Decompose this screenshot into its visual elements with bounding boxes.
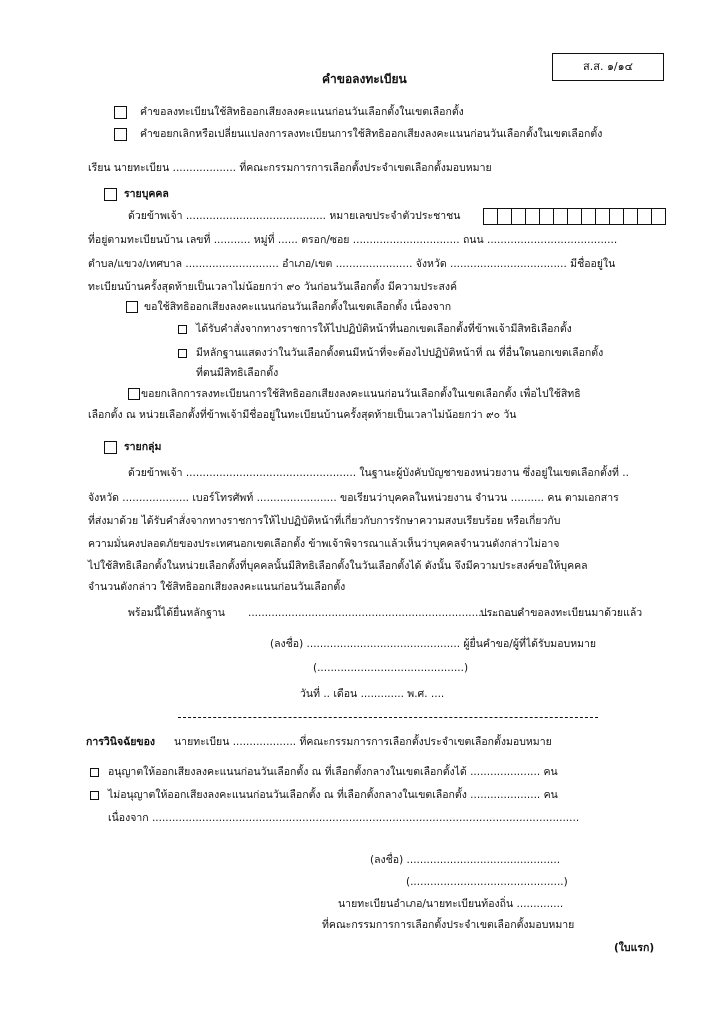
option-register-label: คำขอลงทะเบียนใช้สิทธิออกเสียงลงคะแนนก่อนวันเลือกตั้งในเขตเลือกตั้ง bbox=[140, 106, 464, 118]
individual-checkbox[interactable] bbox=[104, 188, 117, 201]
applicant-date-line: วันที่ .. เดือน ............. พ.ศ. .... bbox=[300, 688, 445, 700]
cancel-registration-checkbox[interactable] bbox=[128, 388, 140, 400]
use-right-label: ขอใช้สิทธิออกเสียงลงคะแนนก่อนวันเลือกตั้งในเขตเลือกตั้ง เนื่องจาก bbox=[144, 301, 452, 313]
deny-reason-line: เนื่องจาก ................................................................................................................................ bbox=[108, 812, 580, 824]
deny-label: ไม่อนุญาตให้ออกเสียงลงคะแนนก่อนวันเลือกตั้ง ณ ที่เลือกตั้งกลางในเขตเลือกตั้ง ..................... คน bbox=[108, 789, 558, 801]
evidence-lead: พร้อมนี้ได้ยื่นหลักฐาน bbox=[128, 607, 225, 619]
group-heading: รายกลุ่ม bbox=[124, 441, 162, 453]
group-line-5: ไปใช้สิทธิเลือกตั้งในหน่วยเลือกตั้งที่บุคคลนั้นมีสิทธิเลือกตั้งในวันเลือกตั้งได้ ดังนั้น จึงมีความประสงค์ขอให้บุคคล bbox=[88, 560, 588, 572]
registrar-signature-line: (ลงชื่อ) .............................................. bbox=[370, 854, 561, 866]
id-digit-box[interactable] bbox=[651, 208, 666, 225]
use-right-checkbox[interactable] bbox=[126, 301, 138, 313]
id-digit-box[interactable] bbox=[609, 208, 624, 225]
group-checkbox[interactable] bbox=[104, 441, 117, 454]
individual-line-2: ที่อยู่ตามทะเบียนบ้าน เลขที่ ........... หมู่ที่ ...... ตรอก/ซอย ................................ ถนน ....................................... bbox=[88, 234, 618, 246]
registrar-mandate-line: ที่คณะกรรมการการเลือกตั้งประจำเขตเลือกตั้งมอบหมาย bbox=[322, 919, 575, 931]
decision-text: นายทะเบียน ................... ที่คณะกรรมการการเลือกตั้งประจำเขตเลือกตั้งมอบหมาย bbox=[174, 736, 552, 748]
decision-lead: การวินิจฉัยของ bbox=[86, 736, 156, 748]
cancel-registration-label-cont: เลือกตั้ง ณ หน่วยเลือกตั้งที่ข้าพเจ้ามีชื่ออยู่ในทะเบียนบ้านครั้งสุดท้ายเป็นเวลาไม่น้อยกว่า ๙๐ วัน bbox=[88, 409, 517, 421]
id-digit-box[interactable] bbox=[539, 208, 554, 225]
id-digit-box[interactable] bbox=[595, 208, 610, 225]
reason-1-checkbox[interactable] bbox=[178, 325, 187, 334]
individual-line-3: ตำบล/แขวง/เทศบาล ............................ อำเภอ/เขต ....................... จังหวัด ................................... มีชื่ออยู่ใน bbox=[88, 258, 616, 270]
group-line-4: ความมั่นคงปลอดภัยของประเทศนอกเขตเลือกตั้ง ข้าพเจ้าพิจารณาแล้วเห็นว่าบุคคลจำนวนดังกล่าวไม่อาจ bbox=[88, 538, 560, 550]
group-line-1: ด้วยข้าพเจ้า ................................................... ในฐานะผู้บังคับบัญชาของหน่วยงาน ซึ่งอยู่ในเขตเลือกตั้งที่ .. bbox=[128, 467, 629, 479]
reason-1-label: ได้รับคำสั่งจากทางราชการให้ไปปฏิบัติหน้าที่นอกเขตเลือกตั้งที่ข้าพเจ้ามีสิทธิเลือกตั้ง bbox=[196, 323, 572, 335]
section-divider bbox=[178, 717, 598, 718]
evidence-field[interactable]: .................................................................................. bbox=[248, 607, 522, 619]
form-code: ส.ส. ๑/๑๔ bbox=[552, 53, 664, 81]
allow-label: อนุญาตให้ออกเสียงลงคะแนนก่อนวันเลือกตั้ง ณ ที่เลือกตั้งกลางในเขตเลือกตั้งได้ ..................... คน bbox=[108, 766, 558, 778]
individual-heading: รายบุคคล bbox=[124, 188, 169, 200]
id-digit-box[interactable] bbox=[483, 208, 498, 225]
evidence-tail: ประกอบคำขอลงทะเบียนมาด้วยแล้ว bbox=[480, 607, 643, 619]
addressee-line: เรียน นายทะเบียน ................... ที่คณะกรรมการการเลือกตั้งประจำเขตเลือกตั้งมอบหมาย bbox=[88, 162, 492, 174]
reason-2-label: มีหลักฐานแสดงว่าในวันเลือกตั้งตนมีหน้าที่จะต้องไปปฏิบัติหน้าที่ ณ ที่อื่นใดนอกเขตเลือกตั้ง bbox=[196, 347, 604, 359]
id-number-boxes[interactable] bbox=[484, 208, 666, 225]
id-digit-box[interactable] bbox=[525, 208, 540, 225]
cancel-checkbox[interactable] bbox=[114, 128, 127, 141]
reason-2-label-cont: ที่ตนมีสิทธิเลือกตั้ง bbox=[196, 367, 279, 379]
id-digit-box[interactable] bbox=[623, 208, 638, 225]
id-digit-box[interactable] bbox=[553, 208, 568, 225]
applicant-signature-line: (ลงชื่อ) .............................................. ผู้ยื่นคำขอ/ผู้ที่ได้รับมอบหมาย bbox=[270, 638, 597, 650]
cancel-registration-label: ขอยกเลิกการลงทะเบียนการใช้สิทธิออกเสียงลงคะแนนก่อนวันเลือกตั้งในเขตเลือกตั้ง เพื่อไปใช้สิทธิ bbox=[141, 388, 581, 400]
individual-line-4: ทะเบียนบ้านครั้งสุดท้ายเป็นเวลาไม่น้อยกว่า ๙๐ วันก่อนวันเลือกตั้ง มีความประสงค์ bbox=[88, 281, 458, 293]
allow-checkbox[interactable] bbox=[90, 768, 99, 777]
registrar-name-line: (..............................................) bbox=[406, 876, 568, 888]
registrar-title-line: นายทะเบียนอำเภอ/นายทะเบียนท้องถิ่น .............. bbox=[338, 898, 564, 910]
group-line-6: จำนวนดังกล่าว ใช้สิทธิออกเสียงลงคะแนนก่อนวันเลือกตั้ง bbox=[88, 581, 346, 593]
id-digit-box[interactable] bbox=[497, 208, 512, 225]
reason-2-checkbox[interactable] bbox=[178, 349, 187, 358]
register-checkbox[interactable] bbox=[114, 106, 127, 119]
page-note: (ใบแรก) bbox=[614, 942, 655, 954]
option-cancel-label: คำขอยกเลิกหรือเปลี่ยนแปลงการลงทะเบียนการใช้สิทธิออกเสียงลงคะแนนก่อนวันเลือกตั้งในเขตเลือกตั้ง bbox=[140, 128, 603, 140]
group-line-2: จังหวัด .................... เบอร์โทรศัพท์ ........................ ขอเรียนว่าบุคคลในหน่วยงาน จำนวน .......... คน ตามเอกสาร bbox=[88, 492, 619, 504]
deny-checkbox[interactable] bbox=[90, 791, 99, 800]
id-digit-box[interactable] bbox=[511, 208, 526, 225]
individual-line-1: ด้วยข้าพเจ้า .......................................... หมายเลขประจำตัวประชาชน bbox=[128, 210, 461, 222]
page-title: คำขอลงทะเบียน bbox=[322, 72, 407, 86]
id-digit-box[interactable] bbox=[581, 208, 596, 225]
id-digit-box[interactable] bbox=[637, 208, 652, 225]
id-digit-box[interactable] bbox=[567, 208, 582, 225]
applicant-name-line: (............................................) bbox=[313, 662, 469, 674]
group-line-3: ที่ส่งมาด้วย ได้รับคำสั่งจากทางราชการให้ไปปฏิบัติหน้าที่เกี่ยวกับการรักษาความสงบเรียบร้อย หรือเกี่ยวกับ bbox=[88, 515, 561, 527]
